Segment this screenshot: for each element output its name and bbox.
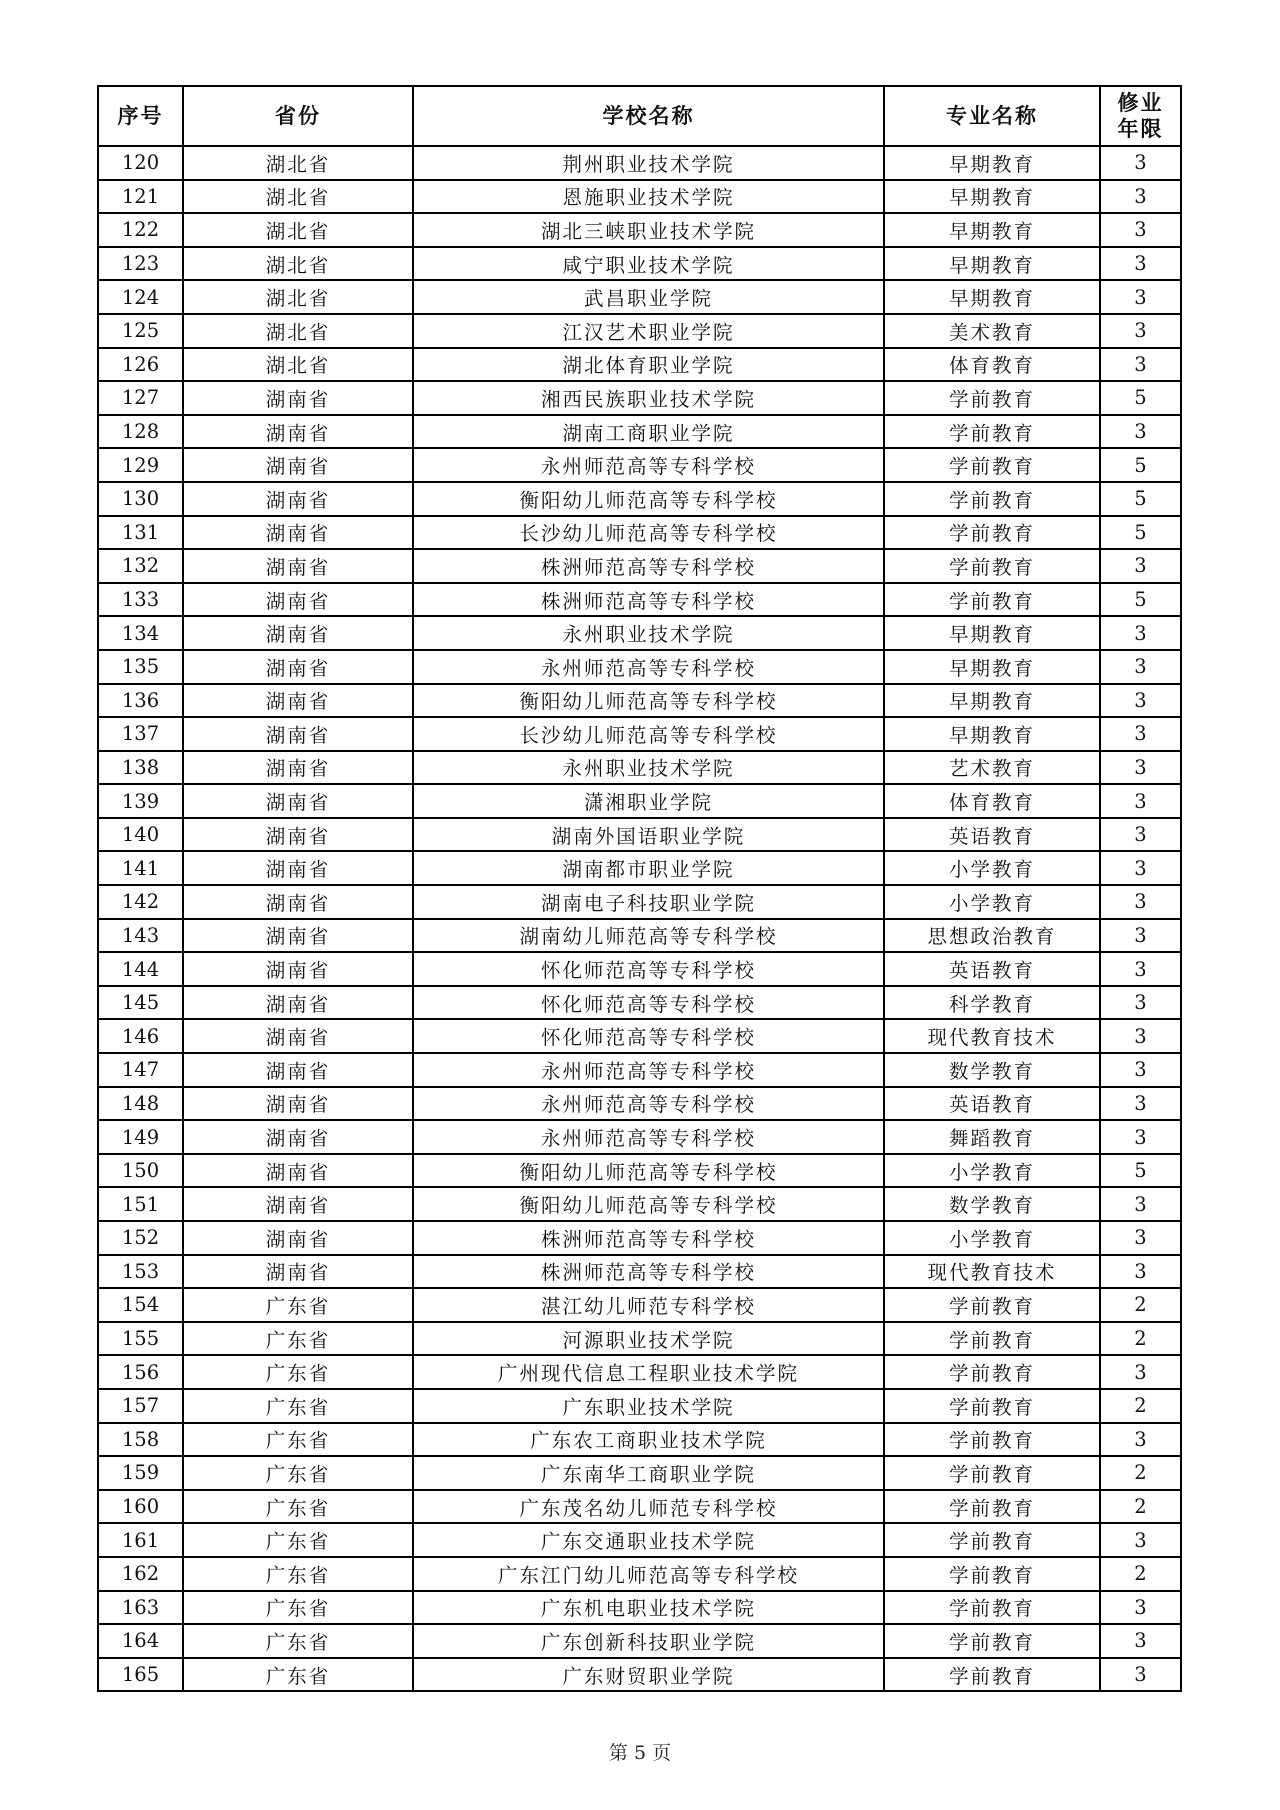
cell-index: 154 <box>98 1288 183 1322</box>
table-row <box>98 213 1181 247</box>
table-row <box>98 146 1181 180</box>
cell-years: 2 <box>1100 1389 1181 1423</box>
cell-index: 127 <box>98 381 183 415</box>
cell-major: 英语教育 <box>884 1087 1100 1121</box>
cell-years: 3 <box>1100 1087 1181 1121</box>
cell-major: 学前教育 <box>884 1355 1100 1389</box>
cell-index: 125 <box>98 314 183 348</box>
cell-major: 数学教育 <box>884 1187 1100 1221</box>
cell-school: 湛江幼儿师范专科学校 <box>413 1288 884 1322</box>
cell-school: 湖南工商职业学院 <box>413 415 884 449</box>
cell-years: 3 <box>1100 1523 1181 1557</box>
table-row <box>98 684 1181 718</box>
table-row <box>98 784 1181 818</box>
cell-school: 株洲师范高等专科学校 <box>413 1255 884 1289</box>
table-row <box>98 1355 1181 1389</box>
cell-school: 广东财贸职业学院 <box>413 1658 884 1692</box>
cell-major: 学前教育 <box>884 583 1100 617</box>
cell-province: 湖南省 <box>183 448 413 482</box>
cell-major: 早期教育 <box>884 616 1100 650</box>
cell-province: 湖南省 <box>183 516 413 550</box>
cell-major: 现代教育技术 <box>884 1019 1100 1053</box>
cell-school: 永州师范高等专科学校 <box>413 1053 884 1087</box>
cell-years: 2 <box>1100 1557 1181 1591</box>
cell-major: 学前教育 <box>884 381 1100 415</box>
cell-major: 学前教育 <box>884 549 1100 583</box>
cell-province: 湖南省 <box>183 784 413 818</box>
cell-school: 广州现代信息工程职业技术学院 <box>413 1355 884 1389</box>
table-row <box>98 280 1181 314</box>
cell-index: 137 <box>98 717 183 751</box>
cell-province: 湖南省 <box>183 684 413 718</box>
cell-years: 3 <box>1100 986 1181 1020</box>
cell-school: 怀化师范高等专科学校 <box>413 1019 884 1053</box>
cell-major: 学前教育 <box>884 448 1100 482</box>
cell-major: 早期教育 <box>884 650 1100 684</box>
cell-province: 广东省 <box>183 1355 413 1389</box>
cell-school: 荆州职业技术学院 <box>413 146 884 180</box>
table-row <box>98 1658 1181 1692</box>
cell-index: 135 <box>98 650 183 684</box>
cell-index: 141 <box>98 851 183 885</box>
table-row <box>98 1389 1181 1423</box>
cell-school: 永州师范高等专科学校 <box>413 1120 884 1154</box>
cell-province: 湖南省 <box>183 415 413 449</box>
cell-index: 157 <box>98 1389 183 1423</box>
cell-major: 学前教育 <box>884 1658 1100 1692</box>
table-row <box>98 1591 1181 1625</box>
cell-index: 152 <box>98 1221 183 1255</box>
cell-school: 永州师范高等专科学校 <box>413 1087 884 1121</box>
cell-index: 147 <box>98 1053 183 1087</box>
cell-years: 3 <box>1100 717 1181 751</box>
cell-index: 151 <box>98 1187 183 1221</box>
cell-index: 150 <box>98 1154 183 1188</box>
cell-province: 广东省 <box>183 1423 413 1457</box>
cell-years: 3 <box>1100 280 1181 314</box>
cell-index: 156 <box>98 1355 183 1389</box>
cell-major: 小学教育 <box>884 1221 1100 1255</box>
table-row <box>98 1019 1181 1053</box>
cell-major: 学前教育 <box>884 1624 1100 1658</box>
cell-years: 3 <box>1100 247 1181 281</box>
cell-years: 3 <box>1100 919 1181 953</box>
cell-major: 小学教育 <box>884 851 1100 885</box>
cell-major: 学前教育 <box>884 1456 1100 1490</box>
cell-index: 130 <box>98 482 183 516</box>
cell-province: 湖南省 <box>183 717 413 751</box>
cell-school: 河源职业技术学院 <box>413 1322 884 1356</box>
cell-major: 小学教育 <box>884 885 1100 919</box>
cell-school: 衡阳幼儿师范高等专科学校 <box>413 482 884 516</box>
cell-index: 134 <box>98 616 183 650</box>
cell-index: 123 <box>98 247 183 281</box>
cell-school: 长沙幼儿师范高等专科学校 <box>413 516 884 550</box>
cell-province: 广东省 <box>183 1288 413 1322</box>
cell-province: 湖南省 <box>183 851 413 885</box>
cell-major: 早期教育 <box>884 684 1100 718</box>
cell-school: 湖南幼儿师范高等专科学校 <box>413 919 884 953</box>
table-row <box>98 381 1181 415</box>
cell-index: 140 <box>98 818 183 852</box>
cell-school: 广东交通职业技术学院 <box>413 1523 884 1557</box>
cell-school: 咸宁职业技术学院 <box>413 247 884 281</box>
cell-index: 131 <box>98 516 183 550</box>
column-header-school: 学校名称 <box>413 86 884 146</box>
column-header-index: 序号 <box>98 86 183 146</box>
cell-major: 早期教育 <box>884 146 1100 180</box>
table-row <box>98 516 1181 550</box>
cell-school: 广东茂名幼儿师范专科学校 <box>413 1490 884 1524</box>
cell-index: 149 <box>98 1120 183 1154</box>
cell-province: 湖南省 <box>183 1120 413 1154</box>
cell-index: 155 <box>98 1322 183 1356</box>
cell-years: 3 <box>1100 1019 1181 1053</box>
table-row <box>98 1624 1181 1658</box>
cell-years: 3 <box>1100 1423 1181 1457</box>
cell-school: 永州师范高等专科学校 <box>413 650 884 684</box>
table-row <box>98 919 1181 953</box>
cell-school: 广东职业技术学院 <box>413 1389 884 1423</box>
table-row <box>98 1053 1181 1087</box>
cell-index: 164 <box>98 1624 183 1658</box>
cell-years: 3 <box>1100 213 1181 247</box>
cell-years: 3 <box>1100 751 1181 785</box>
cell-province: 湖南省 <box>183 952 413 986</box>
cell-years: 3 <box>1100 180 1181 214</box>
cell-school: 湖南电子科技职业学院 <box>413 885 884 919</box>
cell-province: 湖北省 <box>183 180 413 214</box>
cell-school: 永州职业技术学院 <box>413 616 884 650</box>
table-row <box>98 1255 1181 1289</box>
cell-school: 广东南华工商职业学院 <box>413 1456 884 1490</box>
cell-province: 湖南省 <box>183 751 413 785</box>
cell-major: 舞蹈教育 <box>884 1120 1100 1154</box>
table-row <box>98 1322 1181 1356</box>
cell-province: 湖南省 <box>183 1154 413 1188</box>
cell-province: 湖南省 <box>183 1087 413 1121</box>
cell-province: 广东省 <box>183 1389 413 1423</box>
cell-province: 广东省 <box>183 1490 413 1524</box>
cell-index: 121 <box>98 180 183 214</box>
cell-major: 体育教育 <box>884 784 1100 818</box>
table-row <box>98 1154 1181 1188</box>
cell-province: 湖南省 <box>183 650 413 684</box>
cell-index: 139 <box>98 784 183 818</box>
cell-years: 3 <box>1100 1355 1181 1389</box>
cell-index: 132 <box>98 549 183 583</box>
cell-major: 早期教育 <box>884 717 1100 751</box>
table-row <box>98 1456 1181 1490</box>
cell-index: 128 <box>98 415 183 449</box>
cell-school: 湖南外国语职业学院 <box>413 818 884 852</box>
cell-years: 3 <box>1100 1624 1181 1658</box>
cell-index: 161 <box>98 1523 183 1557</box>
cell-school: 湖北体育职业学院 <box>413 348 884 382</box>
cell-school: 广东江门幼儿师范高等专科学校 <box>413 1557 884 1591</box>
cell-years: 5 <box>1100 516 1181 550</box>
cell-years: 3 <box>1100 1221 1181 1255</box>
cell-years: 3 <box>1100 952 1181 986</box>
cell-school: 衡阳幼儿师范高等专科学校 <box>413 684 884 718</box>
cell-index: 153 <box>98 1255 183 1289</box>
cell-major: 美术教育 <box>884 314 1100 348</box>
table-row <box>98 415 1181 449</box>
cell-province: 湖北省 <box>183 280 413 314</box>
cell-major: 早期教育 <box>884 280 1100 314</box>
cell-years: 5 <box>1100 583 1181 617</box>
cell-index: 165 <box>98 1658 183 1692</box>
cell-major: 学前教育 <box>884 482 1100 516</box>
cell-index: 133 <box>98 583 183 617</box>
table-row <box>98 952 1181 986</box>
table-body <box>98 146 1181 1691</box>
cell-school: 恩施职业技术学院 <box>413 180 884 214</box>
cell-province: 湖南省 <box>183 1221 413 1255</box>
cell-province: 广东省 <box>183 1591 413 1625</box>
cell-province: 湖南省 <box>183 1187 413 1221</box>
cell-school: 株洲师范高等专科学校 <box>413 549 884 583</box>
cell-index: 143 <box>98 919 183 953</box>
cell-years: 3 <box>1100 818 1181 852</box>
cell-years: 2 <box>1100 1288 1181 1322</box>
cell-school: 广东创新科技职业学院 <box>413 1624 884 1658</box>
cell-major: 学前教育 <box>884 1523 1100 1557</box>
cell-major: 学前教育 <box>884 1490 1100 1524</box>
cell-years: 2 <box>1100 1322 1181 1356</box>
cell-index: 136 <box>98 684 183 718</box>
cell-province: 湖北省 <box>183 146 413 180</box>
table-row <box>98 549 1181 583</box>
cell-years: 3 <box>1100 1120 1181 1154</box>
cell-index: 126 <box>98 348 183 382</box>
cell-major: 学前教育 <box>884 516 1100 550</box>
cell-school: 广东机电职业技术学院 <box>413 1591 884 1625</box>
cell-province: 湖南省 <box>183 1255 413 1289</box>
cell-province: 广东省 <box>183 1523 413 1557</box>
cell-years: 5 <box>1100 1154 1181 1188</box>
cell-years: 5 <box>1100 482 1181 516</box>
column-header-major: 专业名称 <box>884 86 1100 146</box>
table-row <box>98 1087 1181 1121</box>
cell-school: 湖北三峡职业技术学院 <box>413 213 884 247</box>
table-header-row <box>98 86 1181 146</box>
table-row <box>98 1523 1181 1557</box>
cell-school: 广东农工商职业技术学院 <box>413 1423 884 1457</box>
cell-major: 学前教育 <box>884 1423 1100 1457</box>
cell-major: 体育教育 <box>884 348 1100 382</box>
cell-index: 148 <box>98 1087 183 1121</box>
cell-index: 124 <box>98 280 183 314</box>
programs-table <box>97 85 1182 1692</box>
cell-school: 株洲师范高等专科学校 <box>413 583 884 617</box>
table-row <box>98 348 1181 382</box>
cell-school: 衡阳幼儿师范高等专科学校 <box>413 1187 884 1221</box>
table-row <box>98 448 1181 482</box>
cell-index: 162 <box>98 1557 183 1591</box>
cell-province: 湖南省 <box>183 616 413 650</box>
table-row <box>98 851 1181 885</box>
cell-years: 3 <box>1100 1187 1181 1221</box>
cell-index: 120 <box>98 146 183 180</box>
cell-province: 湖南省 <box>183 818 413 852</box>
cell-years: 3 <box>1100 684 1181 718</box>
cell-province: 广东省 <box>183 1557 413 1591</box>
cell-years: 3 <box>1100 851 1181 885</box>
cell-years: 3 <box>1100 616 1181 650</box>
cell-index: 163 <box>98 1591 183 1625</box>
cell-years: 2 <box>1100 1456 1181 1490</box>
table-row <box>98 1288 1181 1322</box>
cell-province: 广东省 <box>183 1456 413 1490</box>
cell-index: 159 <box>98 1456 183 1490</box>
cell-major: 学前教育 <box>884 1288 1100 1322</box>
cell-province: 湖南省 <box>183 919 413 953</box>
cell-school: 怀化师范高等专科学校 <box>413 952 884 986</box>
cell-major: 学前教育 <box>884 415 1100 449</box>
cell-school: 江汉艺术职业学院 <box>413 314 884 348</box>
table-row <box>98 986 1181 1020</box>
cell-years: 3 <box>1100 415 1181 449</box>
cell-province: 湖南省 <box>183 482 413 516</box>
cell-index: 146 <box>98 1019 183 1053</box>
cell-years: 3 <box>1100 1658 1181 1692</box>
cell-years: 5 <box>1100 381 1181 415</box>
cell-province: 湖南省 <box>183 1019 413 1053</box>
table-row <box>98 180 1181 214</box>
cell-major: 学前教育 <box>884 1322 1100 1356</box>
cell-province: 湖南省 <box>183 583 413 617</box>
table-row <box>98 1187 1181 1221</box>
cell-major: 小学教育 <box>884 1154 1100 1188</box>
cell-school: 株洲师范高等专科学校 <box>413 1221 884 1255</box>
cell-province: 湖北省 <box>183 247 413 281</box>
cell-major: 艺术教育 <box>884 751 1100 785</box>
cell-province: 湖南省 <box>183 1053 413 1087</box>
cell-years: 5 <box>1100 448 1181 482</box>
cell-major: 英语教育 <box>884 818 1100 852</box>
cell-major: 早期教育 <box>884 213 1100 247</box>
table-row <box>98 247 1181 281</box>
cell-school: 武昌职业学院 <box>413 280 884 314</box>
table-row <box>98 1221 1181 1255</box>
table-row <box>98 1557 1181 1591</box>
cell-major: 数学教育 <box>884 1053 1100 1087</box>
table-row <box>98 1423 1181 1457</box>
cell-province: 湖北省 <box>183 213 413 247</box>
table-row <box>98 583 1181 617</box>
table-row <box>98 818 1181 852</box>
cell-index: 142 <box>98 885 183 919</box>
cell-years: 2 <box>1100 1490 1181 1524</box>
table-row <box>98 717 1181 751</box>
cell-province: 广东省 <box>183 1658 413 1692</box>
cell-index: 144 <box>98 952 183 986</box>
table-row <box>98 650 1181 684</box>
cell-index: 160 <box>98 1490 183 1524</box>
cell-province: 广东省 <box>183 1624 413 1658</box>
table-header <box>98 86 1181 146</box>
table-row <box>98 482 1181 516</box>
cell-major: 学前教育 <box>884 1557 1100 1591</box>
cell-major: 早期教育 <box>884 247 1100 281</box>
table-row <box>98 314 1181 348</box>
cell-province: 湖南省 <box>183 986 413 1020</box>
cell-years: 3 <box>1100 1591 1181 1625</box>
cell-years: 3 <box>1100 549 1181 583</box>
column-header-years: 修业年限 <box>1100 86 1181 146</box>
cell-school: 湖南都市职业学院 <box>413 851 884 885</box>
cell-years: 3 <box>1100 1255 1181 1289</box>
cell-years: 3 <box>1100 1053 1181 1087</box>
cell-province: 湖南省 <box>183 549 413 583</box>
cell-years: 3 <box>1100 650 1181 684</box>
column-header-province: 省份 <box>183 86 413 146</box>
table-row <box>98 751 1181 785</box>
page-number: 第 5 页 <box>608 1742 672 1764</box>
cell-major: 早期教育 <box>884 180 1100 214</box>
cell-years: 3 <box>1100 348 1181 382</box>
cell-province: 湖南省 <box>183 381 413 415</box>
cell-major: 学前教育 <box>884 1389 1100 1423</box>
cell-index: 158 <box>98 1423 183 1457</box>
cell-major: 学前教育 <box>884 1591 1100 1625</box>
cell-years: 3 <box>1100 885 1181 919</box>
cell-index: 122 <box>98 213 183 247</box>
cell-province: 湖北省 <box>183 348 413 382</box>
table-row <box>98 1120 1181 1154</box>
cell-school: 潇湘职业学院 <box>413 784 884 818</box>
cell-school: 长沙幼儿师范高等专科学校 <box>413 717 884 751</box>
cell-major: 科学教育 <box>884 986 1100 1020</box>
cell-years: 3 <box>1100 146 1181 180</box>
table-row <box>98 1490 1181 1524</box>
table-row <box>98 616 1181 650</box>
cell-years: 3 <box>1100 784 1181 818</box>
cell-index: 129 <box>98 448 183 482</box>
cell-province: 广东省 <box>183 1322 413 1356</box>
cell-school: 衡阳幼儿师范高等专科学校 <box>413 1154 884 1188</box>
cell-major: 思想政治教育 <box>884 919 1100 953</box>
cell-province: 湖南省 <box>183 885 413 919</box>
cell-school: 永州职业技术学院 <box>413 751 884 785</box>
cell-years: 3 <box>1100 314 1181 348</box>
cell-province: 湖北省 <box>183 314 413 348</box>
cell-major: 英语教育 <box>884 952 1100 986</box>
table-row <box>98 885 1181 919</box>
cell-school: 永州师范高等专科学校 <box>413 448 884 482</box>
cell-index: 138 <box>98 751 183 785</box>
cell-major: 现代教育技术 <box>884 1255 1100 1289</box>
cell-index: 145 <box>98 986 183 1020</box>
cell-school: 湘西民族职业技术学院 <box>413 381 884 415</box>
cell-school: 怀化师范高等专科学校 <box>413 986 884 1020</box>
